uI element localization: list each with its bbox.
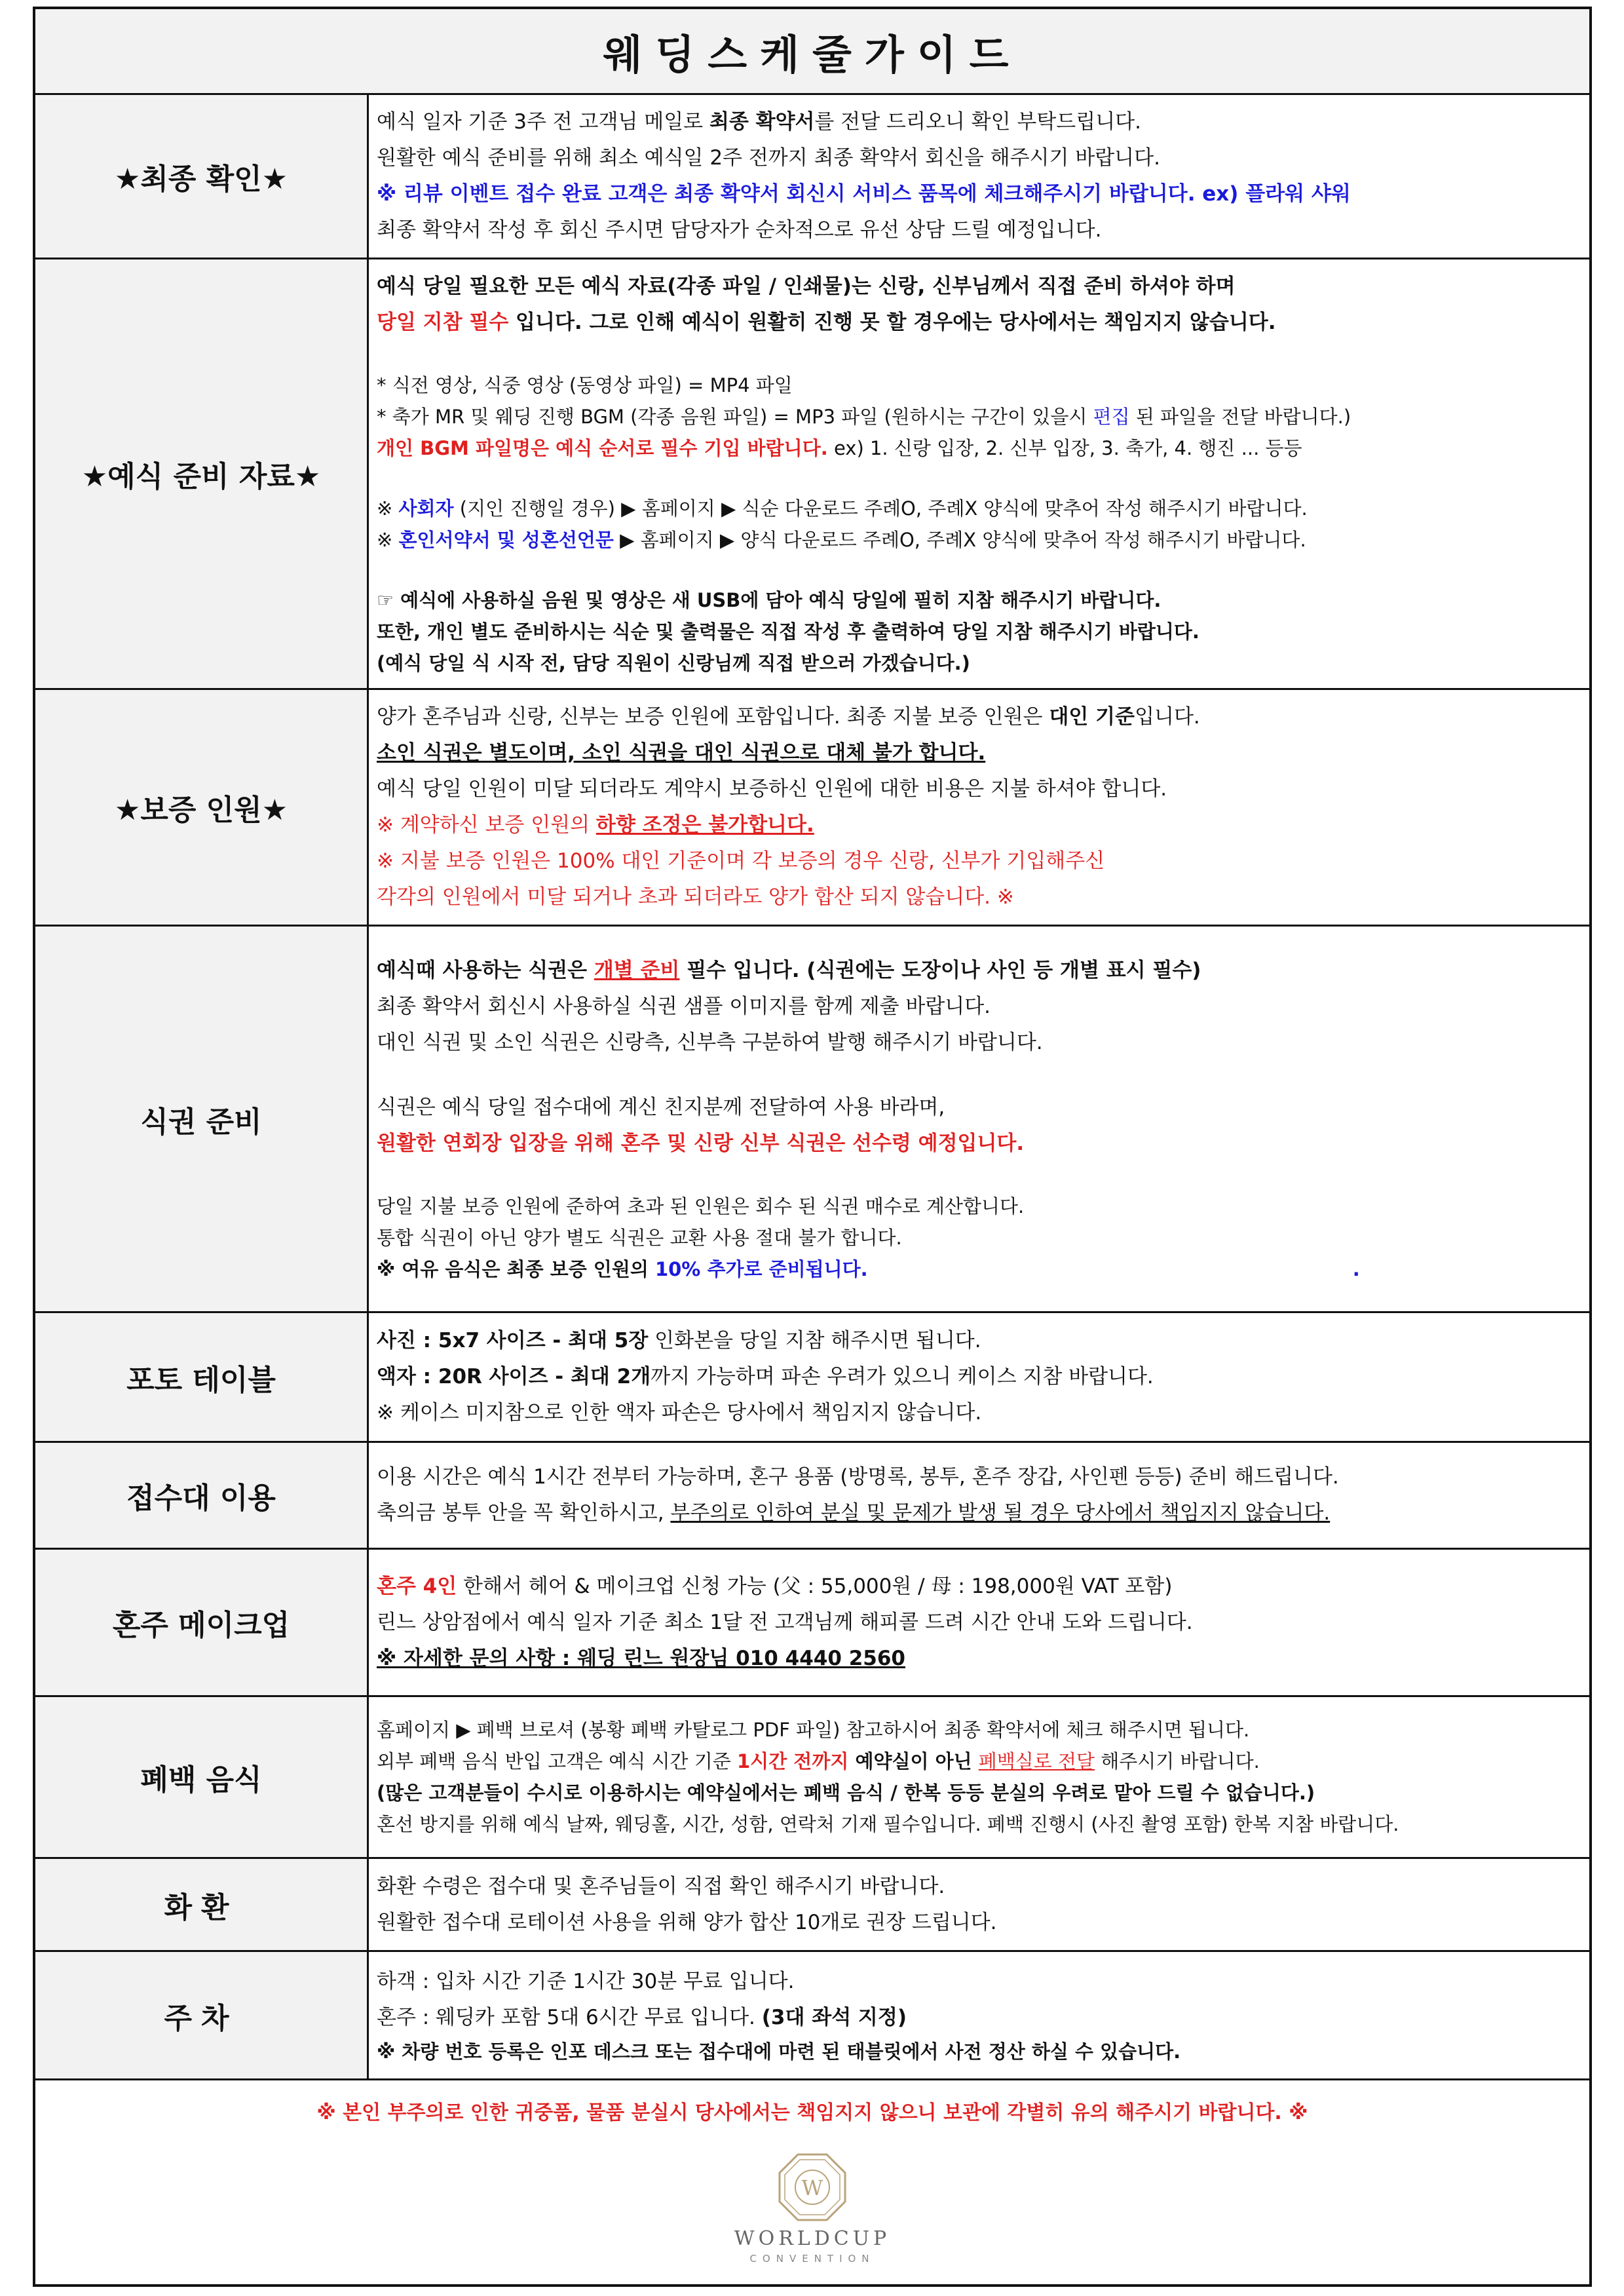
text-line: (많은 고객분들이 수시로 이용하시는 예약실에서는 폐백 음식 / 한복 등등 분실의 우려로 맡아 드릴 수 없습니다.): [377, 1782, 1315, 1804]
label-makeup: 혼주 메이크업: [35, 1549, 368, 1696]
content-pyebaek: [368, 1696, 1590, 1858]
footer-note: ※ 본인 부주의로 인한 귀중품, 물품 분실시 당사에서는 책임지지 않으니 보관에 각별히 유의 해주시기 바랍니다. ※: [316, 2101, 1308, 2124]
label-materials: ★예식 준비 자료★: [35, 259, 368, 689]
content-flowers: [368, 1858, 1590, 1951]
text-line: (예식 당일 식 시작 전, 담당 직원이 신랑님께 직접 받으러 가겠습니다.): [377, 652, 970, 674]
row-tickets: [35, 926, 1589, 1312]
text-line: 화환 수령은 접수대 및 혼주님들이 직접 확인 해주시기 바랍니다.: [377, 1874, 945, 1898]
text-line: 식권은 예식 당일 접수대에 계신 친지분께 전달하여 사용 바라며,: [377, 1096, 945, 1119]
logo-emblem-icon: [776, 2151, 848, 2223]
text-line: 양가 혼주님과 신랑, 신부는 보증 인원에 포함입니다. 최종 지불 보증 인원은 대인 기준입니다.: [377, 705, 1200, 729]
text-line: * 식전 영상, 식중 영상 (동영상 파일) = MP4 파일: [377, 374, 793, 396]
svg-text:W: W: [801, 2175, 823, 2200]
text-line: 당일 지참 필수 입니다. 그로 인해 예식이 원활히 진행 못 할 경우에는 당사에서는 책임지지 않습니다.: [377, 311, 1276, 334]
content-guarantee: [368, 689, 1590, 926]
text-line: 예식 당일 필요한 모든 예식 자료(각종 파일 / 인쇄물)는 신랑, 신부님께서 직접 준비 하셔야 하며: [377, 275, 1236, 298]
worldcup-convention-logo: [694, 2151, 930, 2265]
text-line: ※ 케이스 미지참으로 인한 액자 파손은 당사에서 책임지지 않습니다.: [377, 1401, 982, 1425]
row-parking: [35, 1951, 1589, 2080]
row-guarantee: [35, 689, 1589, 926]
text-line: ※ 사회자 (지인 진행일 경우) ▶ 홈페이지 ▶ 식순 다운로드 주례O, 주례X 양식에 맞추어 작성 해주시기 바랍니다.: [377, 497, 1308, 520]
text-line: 원활한 접수대 로테이션 사용을 위해 양가 합산 10개로 권장 드립니다.: [377, 1910, 997, 1934]
text-line: 대인 식권 및 소인 식권은 신랑측, 신부측 구분하여 발행 해주시기 바랍니다.: [377, 1031, 1043, 1054]
label-final-confirm: ★최종 확인★: [35, 95, 368, 259]
label-pyebaek: 폐백 음식: [35, 1696, 368, 1858]
text-line: 통합 식권이 아닌 양가 별도 식권은 교환 사용 절대 불가 합니다.: [377, 1227, 902, 1249]
row-pyebaek: [35, 1696, 1589, 1858]
content-final-confirm: [368, 95, 1590, 259]
text-line: ※ 여유 음식은 최종 보증 인원의 10% 추가로 준비됩니다. .: [377, 1258, 1360, 1280]
text-line: * 축가 MR 및 웨딩 진행 BGM (각종 음원 파일) = MP3 파일 (원하시는 구간이 있을시 편집 된 파일을 전달 바랍니다.): [377, 406, 1351, 428]
label-reception: 접수대 이용: [35, 1442, 368, 1549]
label-flowers: 화환: [35, 1858, 368, 1951]
text-line: 외부 폐백 음식 반입 고객은 예식 시간 기준 1시간 전까지 예약실이 아닌 폐백실로 전달 해주시기 바랍니다.: [377, 1750, 1260, 1772]
wedding-schedule-guide: [33, 7, 1592, 2287]
logo-sub-text: CONVENTION: [749, 2253, 875, 2265]
text-line: ※ 혼인서약서 및 성혼선언문 ▶ 홈페이지 ▶ 양식 다운로드 주례O, 주례X 양식에 맞추어 작성 해주시기 바랍니다.: [377, 529, 1306, 551]
label-guarantee: ★보증 인원★: [35, 689, 368, 926]
text-line: 원활한 예식 준비를 위해 최소 예식일 2주 전까지 최종 확약서 회신을 해주시기 바랍니다.: [377, 146, 1160, 170]
text-line: 원활한 연회장 입장을 위해 혼주 및 신랑 신부 식권은 선수령 예정입니다.: [377, 1132, 1025, 1155]
text-line: 액자 : 20R 사이즈 - 최대 2개까지 가능하며 파손 우려가 있으니 케이스 지참 바랍니다.: [377, 1365, 1154, 1388]
page-title: 웨딩스케줄가이드: [35, 9, 1589, 95]
text-line: 최종 확약서 회신시 사용하실 식권 샘플 이미지를 함께 제출 바랍니다.: [377, 995, 991, 1018]
review-event-note: ※ 리뷰 이벤트 접수 완료 고객은 최종 확약서 회신시 서비스 품목에 체크해주시기 바랍니다. ex) 플라워 샤워: [377, 182, 1351, 206]
label-tickets: 식권 준비: [35, 926, 368, 1312]
text-line: 혼주 : 웨딩카 포함 5대 6시간 무료 입니다. (3대 좌석 지정): [377, 2005, 907, 2029]
row-final-confirm: [35, 95, 1589, 259]
row-materials: [35, 259, 1589, 689]
content-tickets: [368, 926, 1590, 1312]
logo-brand-text: WORLDCUP: [734, 2227, 891, 2250]
text-line: 예식 일자 기준 3주 전 고객님 메일로 최종 확약서를 전달 드리오니 확인 부탁드립니다.: [377, 110, 1141, 134]
contact-info: ※ 자세한 문의 사항 : 웨딩 린느 원장님 010 4440 2560: [377, 1646, 905, 1670]
content-makeup: [368, 1549, 1590, 1696]
text-line: 각각의 인원에서 미달 되거나 초과 되더라도 양가 합산 되지 않습니다. ※: [377, 885, 1014, 909]
text-line: 혼주 4인 한해서 헤어 & 메이크업 신청 가능 (父 : 55,000원 / 母 : 198,000원 VAT 포함): [377, 1574, 1173, 1598]
row-makeup: [35, 1549, 1589, 1696]
text-line: 소인 식권은 별도이며, 소인 식권을 대인 식권으로 대체 불가 합니다.: [377, 741, 986, 765]
text-line: ※ 차량 번호 등록은 인포 데스크 또는 접수대에 마련 된 태블릿에서 사전 정산 하실 수 있습니다.: [377, 2040, 1181, 2063]
content-reception: [368, 1442, 1590, 1549]
text-line: ※ 지불 보증 인원은 100% 대인 기준이며 각 보증의 경우 신랑, 신부가 기입해주신: [377, 849, 1105, 873]
text-line: 혼선 방지를 위해 예식 날짜, 웨딩홀, 시간, 성함, 연락처 기재 필수입니다. 폐백 진행시 (사진 촬영 포함) 한복 지참 바랍니다.: [377, 1813, 1399, 1835]
text-line: ※ 계약하신 보증 인원의 하향 조정은 불가합니다.: [377, 813, 814, 837]
text-line: 이용 시간은 예식 1시간 전부터 가능하며, 혼구 용품 (방명록, 봉투, 혼주 장갑, 사인펜 등등) 준비 해드립니다.: [377, 1465, 1339, 1489]
label-photo: 포토 테이블: [35, 1312, 368, 1442]
text-line: 당일 지불 보증 인원에 준하여 초과 된 인원은 회수 된 식권 매수로 계산합니다.: [377, 1195, 1025, 1217]
text-line: ☞ 예식에 사용하실 음원 및 영상은 새 USB에 담아 예식 당일에 필히 지참 해주시기 바랍니다.: [377, 589, 1161, 611]
text-line: 예식 당일 인원이 미달 되더라도 계약시 보증하신 인원에 대한 비용은 지불 하셔야 합니다.: [377, 777, 1167, 801]
text-line: 린느 상암점에서 예식 일자 기준 최소 1달 전 고객님께 해피콜 드려 시간 안내 도와 드립니다.: [377, 1610, 1193, 1634]
text-line: 홈페이지 ▶ 폐백 브로셔 (봉황 폐백 카탈로그 PDF 파일) 참고하시어 최종 확약서에 체크 해주시면 됩니다.: [377, 1719, 1250, 1741]
text-line: 최종 확약서 작성 후 회신 주시면 담당자가 순차적으로 유선 상담 드릴 예정입니다.: [377, 218, 1102, 242]
text-line: 하객 : 입차 시간 기준 1시간 30분 무료 입니다.: [377, 1969, 795, 1993]
text-line: 또한, 개인 별도 준비하시는 식순 및 출력물은 직접 작성 후 출력하여 당일 지참 해주시기 바랍니다.: [377, 621, 1199, 643]
row-reception: [35, 1442, 1589, 1549]
text-line: 사진 : 5x7 사이즈 - 최대 5장 인화본을 당일 지참 해주시면 됩니다.: [377, 1329, 981, 1352]
text-line: 축의금 봉투 안을 꼭 확인하시고, 부주의로 인하여 분실 및 문제가 발생 될 경우 당사에서 책임지지 않습니다.: [377, 1501, 1331, 1525]
guide-table: [35, 95, 1589, 2080]
row-photo: [35, 1312, 1589, 1442]
text-line: 개인 BGM 파일명은 예식 순서로 필수 기입 바랍니다. ex) 1. 신랑 입장, 2. 신부 입장, 3. 축가, 4. 행진 ... 등등: [377, 437, 1302, 459]
text-line: 예식때 사용하는 식권은 개별 준비 필수 입니다. (식권에는 도장이나 사인 등 개별 표시 필수): [377, 959, 1201, 982]
content-photo: [368, 1312, 1590, 1442]
row-flowers: [35, 1858, 1589, 1951]
content-parking: [368, 1951, 1590, 2080]
label-parking: 주차: [35, 1951, 368, 2080]
content-materials: [368, 259, 1590, 689]
